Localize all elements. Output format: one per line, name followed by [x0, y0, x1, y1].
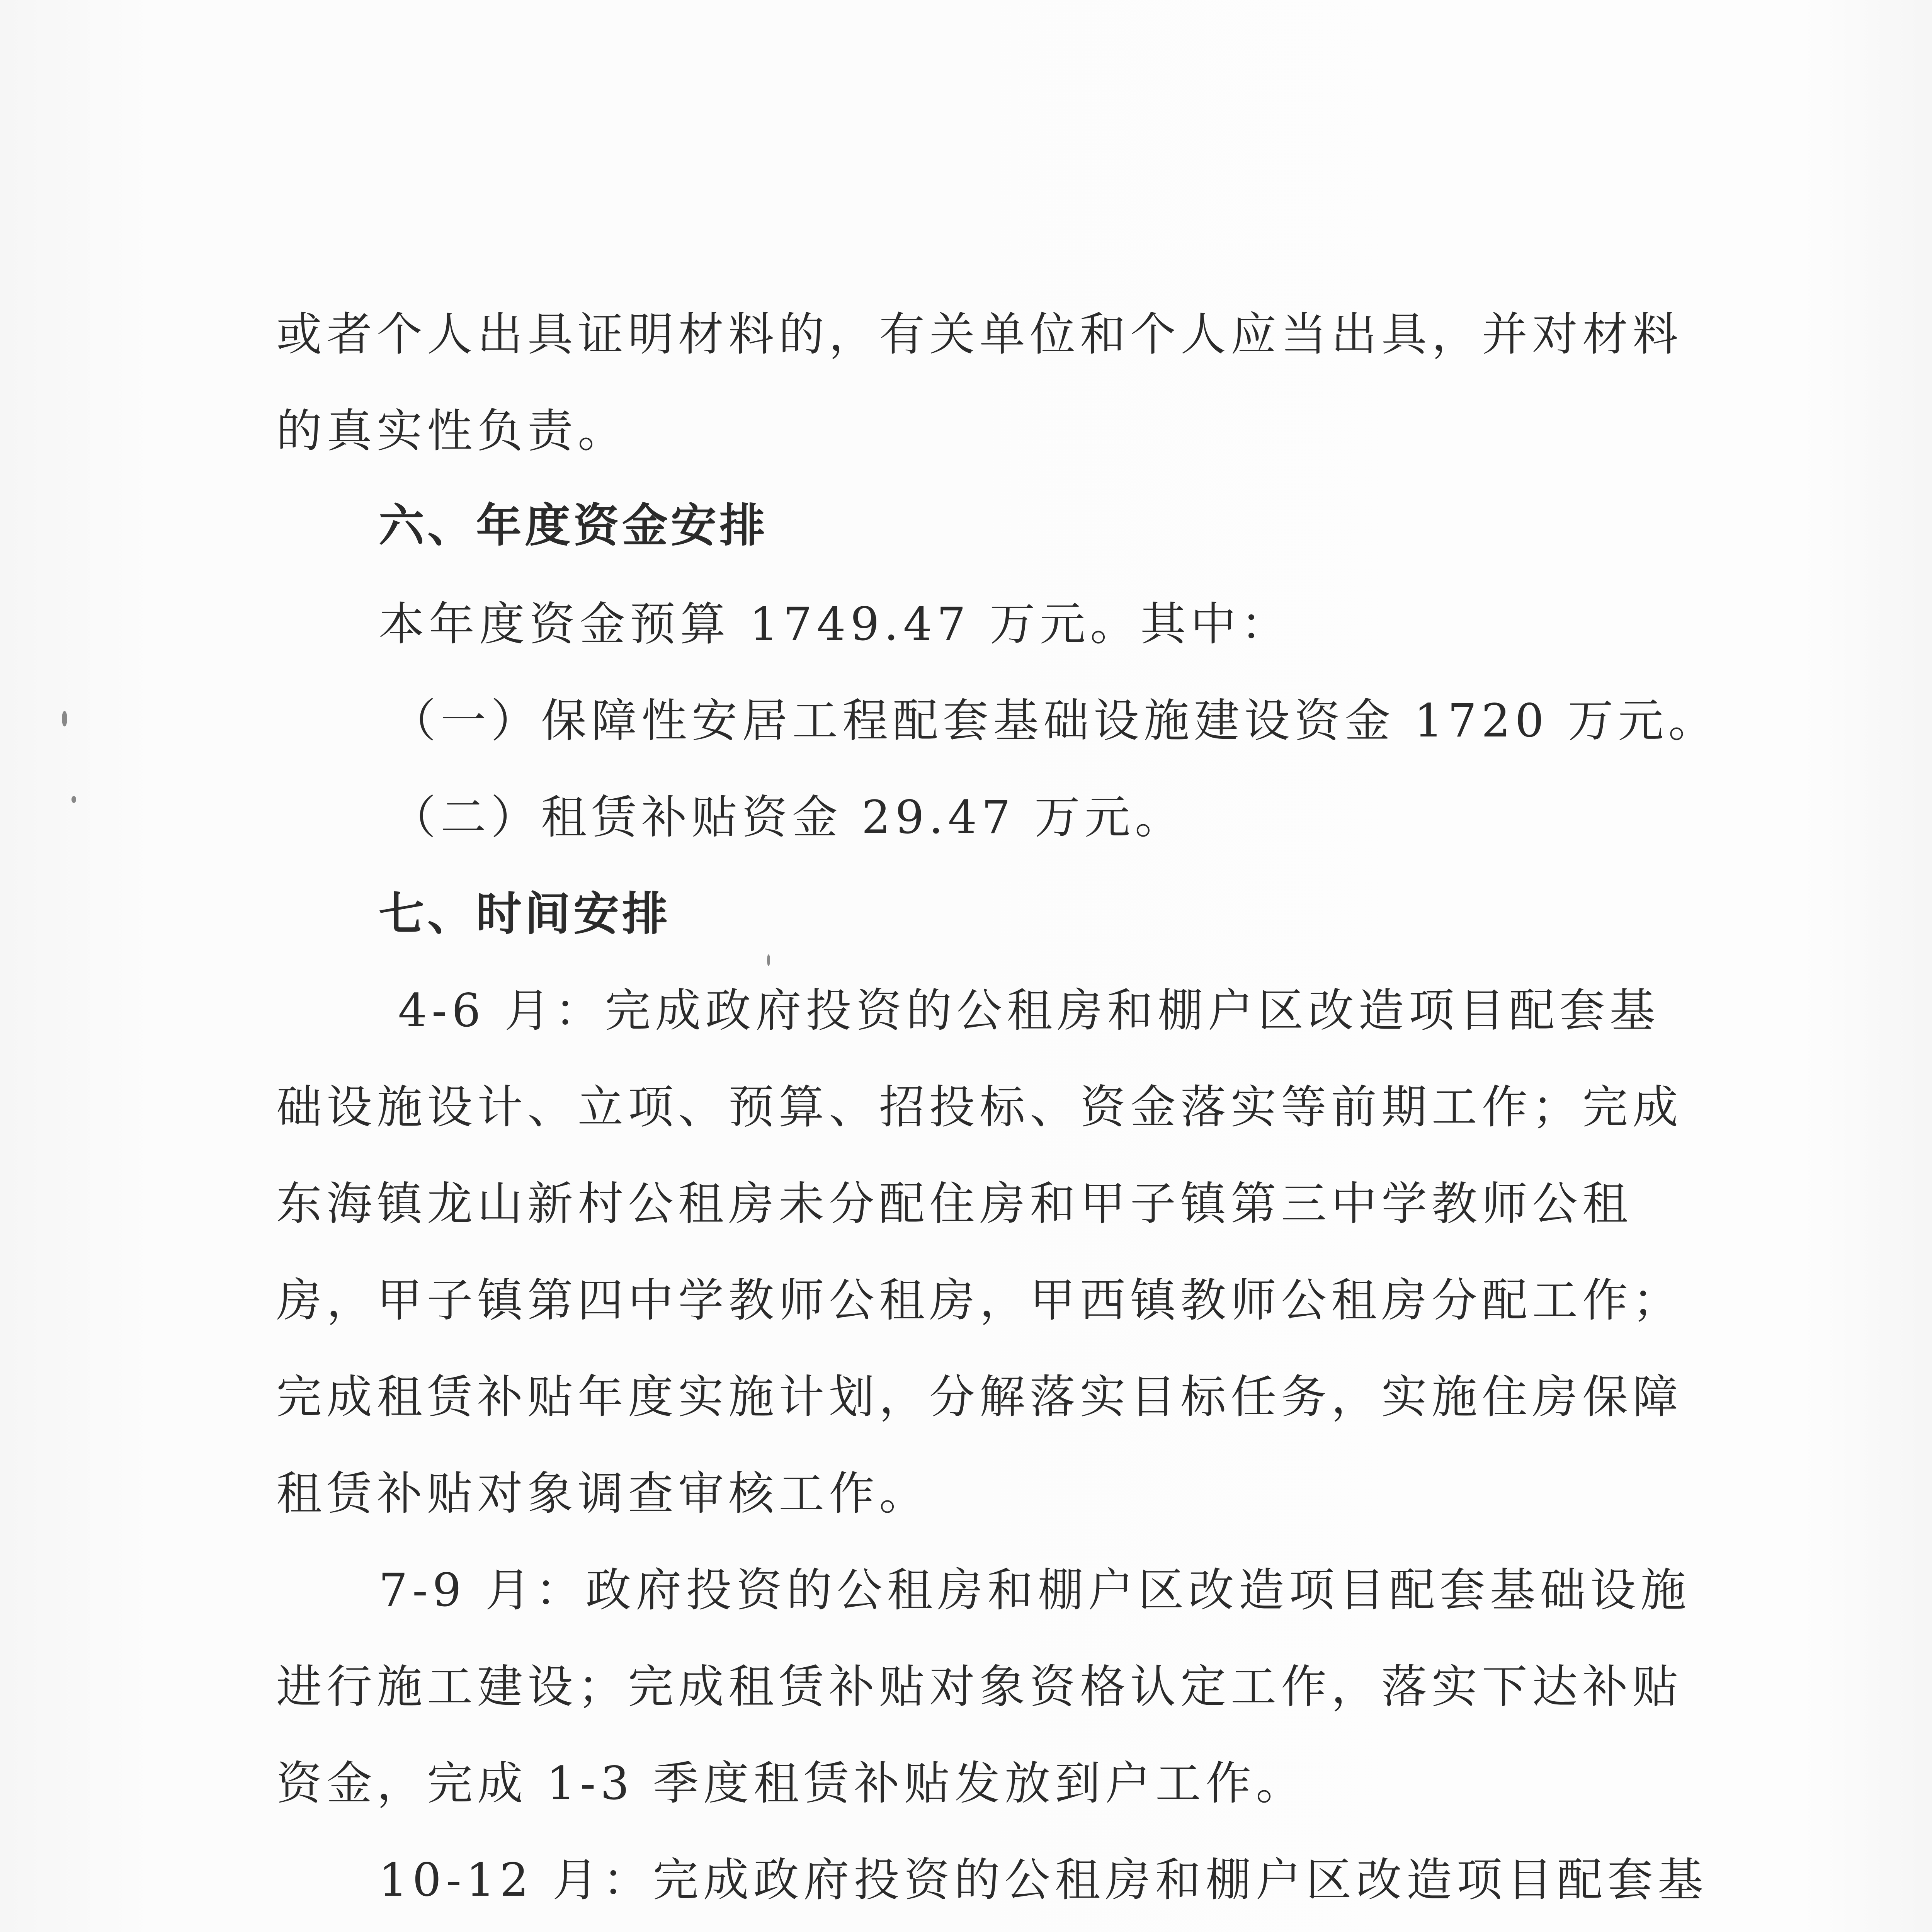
- schedule-apr-jun-line-1: 4-6 月：完成政府投资的公租房和棚户区改造项目配套基: [398, 984, 1660, 1037]
- schedule-apr-jun-line-6: 租赁补贴对象调查审核工作。: [276, 1467, 930, 1520]
- budget-total-line: 本年度资金预算 1749.47 万元。其中：: [379, 597, 1291, 651]
- schedule-oct-dec-line-1: 10-12 月：完成政府投资的公租房和棚户区改造项目配套基: [379, 1853, 1708, 1906]
- budget-item-2: （二）租赁补贴资金 29.47 万元。: [390, 791, 1185, 844]
- schedule-apr-jun-line-5: 完成租赁补贴年度实施计划，分解落实目标任务，实施住房保障: [276, 1370, 1683, 1423]
- section-heading-6: 六、年度资金安排: [379, 499, 769, 552]
- scan-speck: [62, 711, 67, 726]
- schedule-jul-sep-line-1: 7-9 月：政府投资的公租房和棚户区改造项目配套基础设施: [379, 1563, 1691, 1617]
- schedule-apr-jun-line-3: 东海镇龙山新村公租房未分配住房和甲子镇第三中学教师公租: [276, 1177, 1633, 1230]
- schedule-jul-sep-line-2: 进行施工建设；完成租赁补贴对象资格认定工作，落实下达补贴: [276, 1660, 1683, 1713]
- scan-speck: [767, 954, 770, 966]
- body-text-line-2: 的真实性负责。: [276, 404, 628, 457]
- scan-speck: [71, 796, 76, 803]
- section-heading-7: 七、时间安排: [379, 887, 671, 940]
- schedule-jul-sep-line-3: 资金，完成 1-3 季度租赁补贴发放到户工作。: [276, 1757, 1306, 1810]
- schedule-apr-jun-line-4: 房，甲子镇第四中学教师公租房，甲西镇教师公租房分配工作；: [276, 1274, 1683, 1327]
- budget-item-1: （一）保障性安居工程配套基础设施建设资金 1720 万元。: [390, 694, 1719, 747]
- body-text-line-1: 或者个人出具证明材料的，有关单位和个人应当出具，并对材料: [276, 308, 1683, 361]
- schedule-apr-jun-line-2: 础设施设计、立项、预算、招投标、资金落实等前期工作；完成: [276, 1080, 1683, 1134]
